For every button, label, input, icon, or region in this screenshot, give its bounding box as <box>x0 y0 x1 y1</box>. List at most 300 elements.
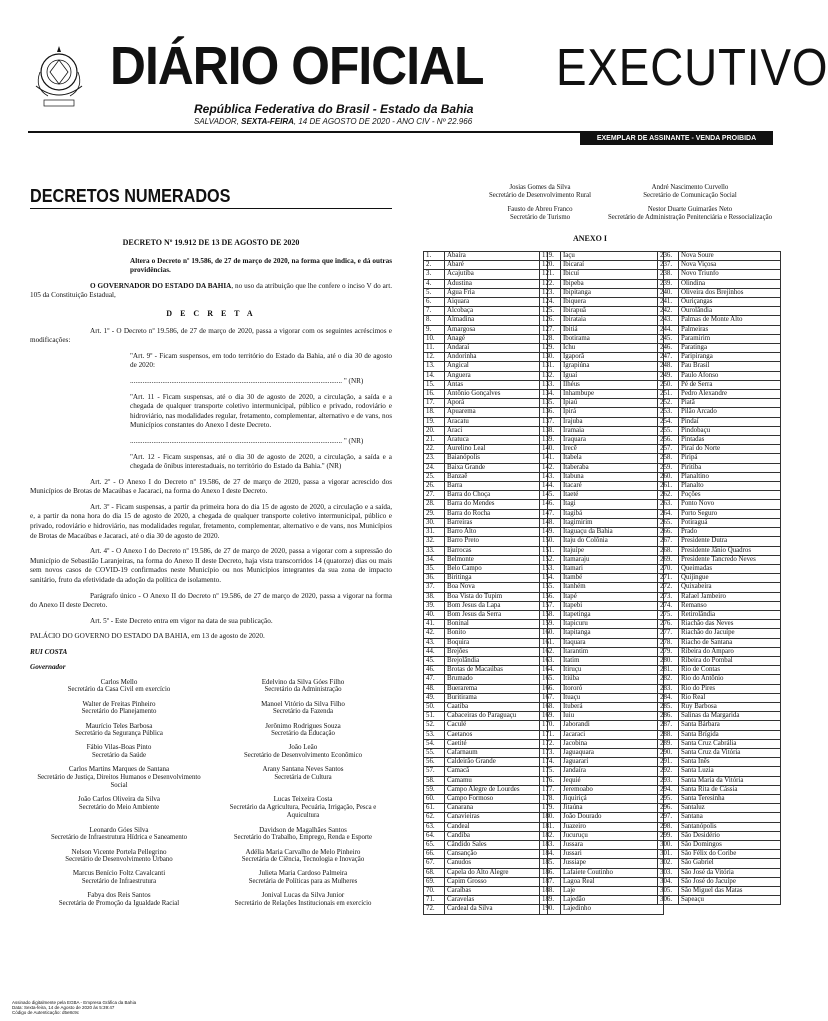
municipality-name: João Dourado <box>561 813 664 822</box>
annex-row <box>658 702 781 711</box>
municipality-name: Caetanos <box>445 730 548 739</box>
municipality-name: Itabela <box>561 454 664 463</box>
municipality-number: 18. <box>424 408 445 417</box>
annex-row <box>540 574 664 583</box>
municipality-name: Buerarema <box>445 684 548 693</box>
signature: Leonardo Góes Silva Secretário de Infraestrutura Hídrica e Saneamento <box>50 825 188 842</box>
municipality-name: Itamari <box>561 564 664 573</box>
municipality-number: 181. <box>540 822 561 831</box>
municipality-name: Presidente Tancredo Neves <box>679 555 781 564</box>
municipality-name: Baixa Grande <box>445 463 548 472</box>
annex-row <box>658 758 781 767</box>
municipality-number: 122. <box>540 279 561 288</box>
municipality-name: Salinas da Margarida <box>679 712 781 721</box>
municipality-name: Abaíra <box>445 252 548 261</box>
municipality-name: Buritirama <box>445 693 548 702</box>
annex-row <box>540 841 664 850</box>
municipality-name: Juazeiro <box>561 822 664 831</box>
annex-row <box>540 316 664 325</box>
municipality-number: 306. <box>658 896 679 905</box>
municipality-number: 279. <box>658 647 679 656</box>
municipality-name: Canarana <box>445 804 548 813</box>
municipality-name: Canudos <box>445 859 548 868</box>
municipality-name: Inhambupe <box>561 390 664 399</box>
municipality-number: 65. <box>424 841 445 850</box>
municipality-name: Itambé <box>561 574 664 583</box>
annex-table-col1 <box>423 251 548 915</box>
annex-row <box>540 408 664 417</box>
municipality-number: 165. <box>540 675 561 684</box>
annex-row <box>540 739 664 748</box>
annex-row <box>540 463 664 472</box>
municipality-number: 132. <box>540 371 561 380</box>
municipality-number: 288. <box>658 730 679 739</box>
municipality-name: Santa Luzia <box>679 767 781 776</box>
annex-row <box>424 408 548 417</box>
municipality-number: 157. <box>540 601 561 610</box>
signature: Nestor Duarte Guimarães Neto Secretário de Administração Penitenciária e Ressocialização <box>608 206 772 222</box>
municipality-name: Capim Grosso <box>445 877 548 886</box>
municipality-name: Itarantim <box>561 647 664 656</box>
municipality-number: 171. <box>540 730 561 739</box>
annex-row <box>424 546 548 555</box>
section-rule <box>30 208 392 209</box>
municipality-number: 249. <box>658 371 679 380</box>
municipality-number: 38. <box>424 592 445 601</box>
municipality-name: Igrapiúna <box>561 362 664 371</box>
municipality-number: 49. <box>424 693 445 702</box>
municipality-name: Aratuca <box>445 436 548 445</box>
annex-row <box>540 288 664 297</box>
municipality-name: Alcobaça <box>445 307 548 316</box>
municipality-name: Lagoa Real <box>561 877 664 886</box>
annex-row <box>658 270 781 279</box>
municipality-name: Paripiranga <box>679 353 781 362</box>
annex-row <box>658 426 781 435</box>
municipality-name: Brejões <box>445 647 548 656</box>
municipality-number: 179. <box>540 804 561 813</box>
municipality-number: 14. <box>424 371 445 380</box>
municipality-name: Brejolândia <box>445 656 548 665</box>
municipality-number: 147. <box>540 509 561 518</box>
governor-name: RUI COSTA <box>30 648 68 656</box>
municipality-name: Iramaia <box>561 426 664 435</box>
municipality-name: São José do Jacuípe <box>679 877 781 886</box>
municipality-number: 72. <box>424 905 445 914</box>
municipality-number: 16. <box>424 390 445 399</box>
municipality-number: 239. <box>658 279 679 288</box>
municipality-name: Ponto Novo <box>679 500 781 509</box>
municipality-number: 120. <box>540 261 561 270</box>
municipality-number: 127. <box>540 325 561 334</box>
municipality-name: Paratinga <box>679 344 781 353</box>
municipality-name: Quijingue <box>679 574 781 583</box>
annex-row <box>658 482 781 491</box>
municipality-name: Ibipitanga <box>561 288 664 297</box>
annex-row <box>424 758 548 767</box>
signature: Adélia Maria Carvalho de Melo Pinheiro Secretária de Ciência, Tecnologia e Inovação <box>241 847 365 863</box>
article-4: Art. 4º - O Anexo I do Decreto nº 19.586, de 27 de março de 2020, passa a vigorar com a supressão do Município de Sebastião Laranjeiras, na forma do Anexo II deste Decreto, haja vista transcorridos 14 (quatorze) dias ou mais sem novos casos de COVID-19 confirmados neste Município ou nos Municípios integrantes da sua zona de impacto sanitário, fruto da efetividade da adoção da política de isolamento. <box>30 547 392 585</box>
municipality-name: Barra do Mendes <box>445 500 548 509</box>
annex-row <box>540 353 664 362</box>
municipality-number: 23. <box>424 454 445 463</box>
municipality-name: Queimadas <box>679 564 781 573</box>
municipality-name: Aporá <box>445 399 548 408</box>
municipality-number: 189. <box>540 896 561 905</box>
annex-row <box>658 730 781 739</box>
municipality-name: Caldeirão Grande <box>445 758 548 767</box>
annex-row <box>540 500 664 509</box>
municipality-number: 64. <box>424 831 445 840</box>
municipality-number: 69. <box>424 877 445 886</box>
municipality-name: Itapetinga <box>561 610 664 619</box>
annex-row <box>540 592 664 601</box>
annex-row <box>424 334 548 343</box>
municipality-name: Itaberaba <box>561 463 664 472</box>
annex-row <box>424 831 548 840</box>
annex-row <box>424 748 548 757</box>
annex-row <box>424 629 548 638</box>
annex-row <box>540 325 664 334</box>
annex-row <box>424 564 548 573</box>
municipality-number: 8. <box>424 316 445 325</box>
municipality-number: 45. <box>424 656 445 665</box>
annex-row <box>424 528 548 537</box>
annex-row <box>658 353 781 362</box>
annex-row <box>540 629 664 638</box>
municipality-name: Itapicuru <box>561 620 664 629</box>
municipality-name: Camamu <box>445 776 548 785</box>
annex-row <box>658 868 781 877</box>
municipality-number: 61. <box>424 804 445 813</box>
annex-row <box>424 767 548 776</box>
municipality-name: Bom Jesus da Lapa <box>445 601 548 610</box>
municipality-name: Quixabeira <box>679 583 781 592</box>
annex-row <box>658 592 781 601</box>
annex-row <box>424 804 548 813</box>
municipality-number: 63. <box>424 822 445 831</box>
municipality-name: Ibipeba <box>561 279 664 288</box>
annex-row <box>424 850 548 859</box>
annex-row <box>424 417 548 426</box>
annex-row <box>424 574 548 583</box>
municipality-number: 241. <box>658 298 679 307</box>
annex-row <box>658 850 781 859</box>
annex-row <box>658 831 781 840</box>
annex-row <box>658 601 781 610</box>
signature: João Carlos Oliveira da Silva Secretário do Meio Ambiente <box>77 795 161 811</box>
municipality-number: 298. <box>658 822 679 831</box>
municipality-name: Ibitiá <box>561 325 664 334</box>
annex-row <box>424 666 548 675</box>
annex-row <box>424 390 548 399</box>
municipality-name: Anagé <box>445 334 548 343</box>
municipality-name: Almadina <box>445 316 548 325</box>
annex-row <box>424 472 548 481</box>
municipality-number: 185. <box>540 859 561 868</box>
annex-row <box>658 472 781 481</box>
municipality-name: Ibotirama <box>561 334 664 343</box>
annex-row <box>658 859 781 868</box>
annex-row <box>424 399 548 408</box>
municipality-name: Campo Formoso <box>445 794 548 803</box>
annex-row <box>540 390 664 399</box>
municipality-number: 36. <box>424 574 445 583</box>
annex-row <box>658 390 781 399</box>
municipality-number: 37. <box>424 583 445 592</box>
municipality-number: 255. <box>658 426 679 435</box>
annex-row <box>658 491 781 500</box>
municipality-number: 250. <box>658 380 679 389</box>
municipality-number: 263. <box>658 500 679 509</box>
ellipsis-line: ...................................................................................................................... " (NR) <box>130 376 364 385</box>
annex-row <box>540 666 664 675</box>
municipality-number: 48. <box>424 684 445 693</box>
municipality-name: Barro Preto <box>445 537 548 546</box>
municipality-name: Rio de Contas <box>679 666 781 675</box>
municipality-name: Laje <box>561 887 664 896</box>
municipality-number: 46. <box>424 666 445 675</box>
annex-row <box>658 380 781 389</box>
annex-row <box>658 564 781 573</box>
municipality-number: 3. <box>424 270 445 279</box>
annex-row <box>540 656 664 665</box>
municipality-name: Caravelas <box>445 896 548 905</box>
annex-row <box>424 371 548 380</box>
municipality-number: 276. <box>658 620 679 629</box>
signature: Josias Gomes da Silva Secretário de Desenvolvimento Rural <box>488 184 592 200</box>
municipality-number: 55. <box>424 748 445 757</box>
annex-row <box>424 739 548 748</box>
annex-row <box>424 813 548 822</box>
municipality-number: 167. <box>540 693 561 702</box>
municipality-name: Andorinha <box>445 353 548 362</box>
municipality-name: Boquira <box>445 638 548 647</box>
municipality-name: Anguera <box>445 371 548 380</box>
municipality-name: Palmas de Monte Alto <box>679 316 781 325</box>
annex-row <box>658 417 781 426</box>
annex-row <box>424 785 548 794</box>
municipality-number: 252. <box>658 399 679 408</box>
annex-row <box>658 518 781 527</box>
annex-row <box>540 491 664 500</box>
municipality-number: 280. <box>658 656 679 665</box>
municipality-name: Jandaíra <box>561 767 664 776</box>
municipality-number: 278. <box>658 638 679 647</box>
municipality-number: 166. <box>540 684 561 693</box>
municipality-name: Riachão das Neves <box>679 620 781 629</box>
municipality-name: Barro Alto <box>445 528 548 537</box>
municipality-name: São Félix do Coribe <box>679 850 781 859</box>
municipality-number: 243. <box>658 316 679 325</box>
annex-row <box>658 334 781 343</box>
municipality-name: Pé de Serra <box>679 380 781 389</box>
municipality-name: Itagibá <box>561 509 664 518</box>
municipality-name: Itagimirim <box>561 518 664 527</box>
annex-row <box>658 841 781 850</box>
annex-row <box>658 252 781 261</box>
municipality-number: 300. <box>658 841 679 850</box>
municipality-name: Itacaré <box>561 482 664 491</box>
municipality-number: 238. <box>658 270 679 279</box>
municipality-name: Ibirataia <box>561 316 664 325</box>
municipality-name: São Gabriel <box>679 859 781 868</box>
municipality-name: Caetité <box>445 739 548 748</box>
annex-row <box>540 399 664 408</box>
municipality-number: 292. <box>658 767 679 776</box>
municipality-name: Jacobina <box>561 739 664 748</box>
municipality-name: Itaju do Colônia <box>561 537 664 546</box>
annex-row <box>424 261 548 270</box>
annex-row <box>540 905 664 914</box>
municipality-number: 282. <box>658 675 679 684</box>
municipality-number: 266. <box>658 528 679 537</box>
municipality-name: Itagi <box>561 500 664 509</box>
municipality-number: 260. <box>658 472 679 481</box>
municipality-name: Jitaúna <box>561 804 664 813</box>
municipality-name: Boa Vista do Tupim <box>445 592 548 601</box>
municipality-number: 289. <box>658 739 679 748</box>
municipality-number: 154. <box>540 574 561 583</box>
signature-grid <box>30 678 392 908</box>
municipality-number: 12. <box>424 353 445 362</box>
annex-row <box>658 629 781 638</box>
signature: Carlos Martins Marques de Santana Secretário de Justiça, Direitos Humanos e Desenvolvimento Social <box>37 765 201 790</box>
municipality-number: 7. <box>424 307 445 316</box>
municipality-name: Ilhéus <box>561 380 664 389</box>
municipality-name: Candeal <box>445 822 548 831</box>
municipality-name: São Miguel das Matas <box>679 887 781 896</box>
municipality-name: Ibicuí <box>561 270 664 279</box>
municipality-name: Santana <box>679 813 781 822</box>
annex-row <box>658 748 781 757</box>
municipality-number: 133. <box>540 380 561 389</box>
municipality-number: 153. <box>540 564 561 573</box>
municipality-number: 58. <box>424 776 445 785</box>
signature: Walter de Freitas Pinheiro Secretário do Planejamento <box>81 699 157 716</box>
municipality-name: Aracatu <box>445 417 548 426</box>
annex-row <box>658 721 781 730</box>
municipality-number: 267. <box>658 537 679 546</box>
annex-row <box>658 693 781 702</box>
municipality-number: 283. <box>658 684 679 693</box>
municipality-name: Jaguaquara <box>561 748 664 757</box>
annex-row <box>658 804 781 813</box>
municipality-name: Santa Teresinha <box>679 794 781 803</box>
annex-row <box>424 841 548 850</box>
signature: João Leão Secretário de Desenvolvimento Econômico <box>244 743 362 759</box>
annex-row <box>424 518 548 527</box>
municipality-name: Jaborandi <box>561 721 664 730</box>
signature: Fausto de Abreu Franco Secretário de Turismo <box>507 206 573 222</box>
municipality-number: 303. <box>658 868 679 877</box>
municipality-name: Amargosa <box>445 325 548 334</box>
municipality-name: Pintadas <box>679 436 781 445</box>
annex-row <box>424 463 548 472</box>
municipality-name: Boa Nova <box>445 583 548 592</box>
municipality-number: 9. <box>424 325 445 334</box>
municipality-number: 170. <box>540 721 561 730</box>
municipality-number: 271. <box>658 574 679 583</box>
municipality-number: 56. <box>424 758 445 767</box>
municipality-name: Itapé <box>561 592 664 601</box>
municipality-number: 17. <box>424 399 445 408</box>
annex-row <box>540 546 664 555</box>
annex-row <box>658 712 781 721</box>
municipality-number: 286. <box>658 712 679 721</box>
municipality-number: 287. <box>658 721 679 730</box>
municipality-number: 275. <box>658 610 679 619</box>
annex-row <box>658 794 781 803</box>
annex-row <box>540 252 664 261</box>
municipality-name: Antas <box>445 380 548 389</box>
annex-row <box>540 647 664 656</box>
municipality-name: Jaguarari <box>561 758 664 767</box>
digital-signature-footer: Assinado digitalmente pela EGBA - Empresa Gráfica da Bahia Data: Sexta-feira, 14 de Agosto de 2020 às 5:39:47 Código de Autenticação: d5e8c9c <box>12 1000 137 1015</box>
municipality-number: 52. <box>424 721 445 730</box>
annex-row <box>540 859 664 868</box>
annex-row <box>658 325 781 334</box>
municipality-number: 186. <box>540 868 561 877</box>
municipality-number: 164. <box>540 666 561 675</box>
municipality-number: 293. <box>658 776 679 785</box>
annex-row <box>540 730 664 739</box>
municipality-name: Angical <box>445 362 548 371</box>
annex-row <box>424 380 548 389</box>
municipality-number: 184. <box>540 850 561 859</box>
municipality-number: 30. <box>424 518 445 527</box>
municipality-name: Itaquara <box>561 638 664 647</box>
municipality-name: Itajuípe <box>561 546 664 555</box>
municipality-name: Pau Brasil <box>679 362 781 371</box>
annex-row <box>658 896 781 905</box>
municipality-name: Brumado <box>445 675 548 684</box>
annex-row <box>540 307 664 316</box>
municipality-number: 259. <box>658 463 679 472</box>
municipality-name: Ichu <box>561 344 664 353</box>
municipality-name: Rio do Antônio <box>679 675 781 684</box>
municipality-number: 295. <box>658 794 679 803</box>
municipality-name: Prado <box>679 528 781 537</box>
municipality-name: Caraíbas <box>445 887 548 896</box>
annex-row <box>658 877 781 886</box>
annex-row <box>658 583 781 592</box>
annex-row <box>424 537 548 546</box>
municipality-name: Ribeira do Pombal <box>679 656 781 665</box>
annex-row <box>658 261 781 270</box>
municipality-name: Barrocas <box>445 546 548 555</box>
municipality-number: 236. <box>658 252 679 261</box>
annex-row <box>540 380 664 389</box>
municipality-number: 34. <box>424 555 445 564</box>
municipality-number: 29. <box>424 509 445 518</box>
municipality-name: Lafaiete Coutinho <box>561 868 664 877</box>
municipality-name: Belmonte <box>445 555 548 564</box>
municipality-name: Barra <box>445 482 548 491</box>
annex-row <box>424 887 548 896</box>
municipality-number: 148. <box>540 518 561 527</box>
annex-row <box>540 344 664 353</box>
annex-row <box>540 417 664 426</box>
municipality-number: 4. <box>424 279 445 288</box>
municipality-number: 178. <box>540 794 561 803</box>
municipality-name: Palmeiras <box>679 325 781 334</box>
municipality-name: Aiquara <box>445 298 548 307</box>
municipality-name: Itapitanga <box>561 629 664 638</box>
annex-row <box>424 794 548 803</box>
municipality-name: Irajuba <box>561 417 664 426</box>
municipality-number: 121. <box>540 270 561 279</box>
